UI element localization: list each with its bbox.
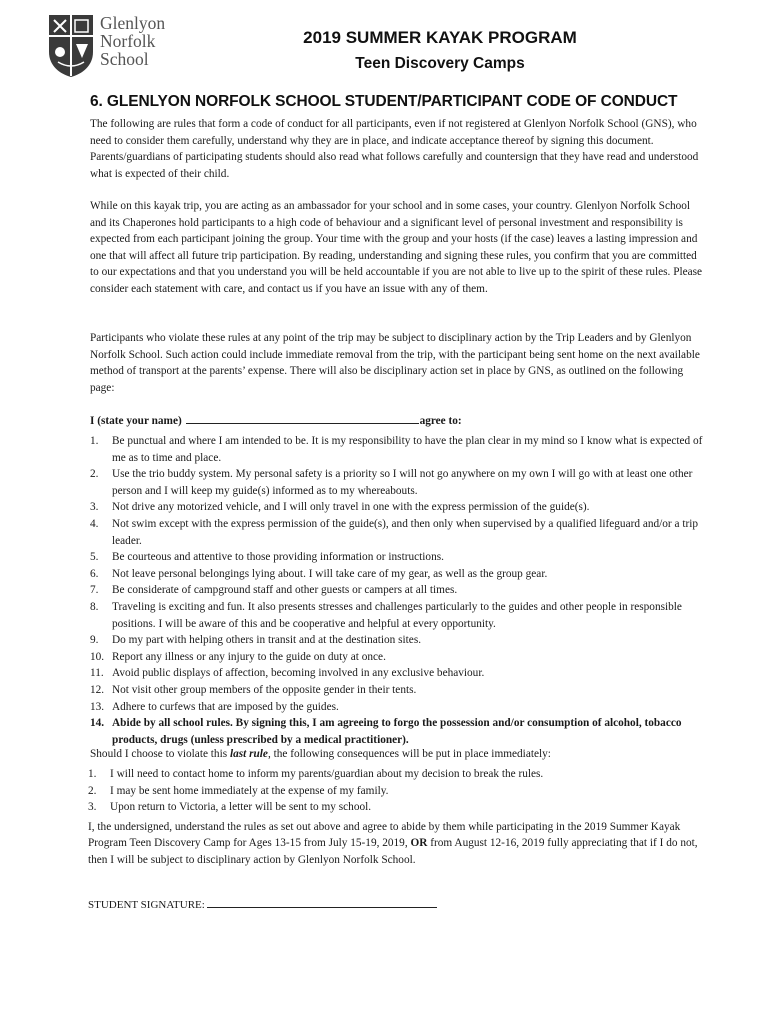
rule-number: 2.	[90, 468, 99, 481]
rule-item	[90, 549, 708, 566]
section-heading: 6. GLENLYON NORFOLK SCHOOL STUDENT/PARTICIPANT CODE OF CONDUCT	[90, 93, 678, 110]
signature-line[interactable]	[207, 897, 437, 908]
rule-text: Not swim except with the express permission of the guide(s), and then only when supervised by a qualified lifeguard and/or a trip leader.	[112, 517, 699, 547]
agreement-part-2: from August 12-16, 2019 fully appreciating that if I do not, then I will be subject to disciplinary action by Glenlyon Norfolk School.	[88, 837, 698, 866]
rule-number: 4.	[90, 517, 99, 530]
violation-after: , the following consequences will be put in place immediately:	[267, 748, 551, 760]
rule-number: 5.	[90, 551, 99, 564]
rule-item	[90, 516, 708, 549]
consequence-item	[88, 799, 706, 816]
ambassador-paragraph: While on this kayak trip, you are acting as an ambassador for your school and in some cases, your country. Glenlyon Norfolk School and its Chaperones hold participants to a high code of behaviour and a significant level of personal investment and responsibility is expected from each participant joining the group. Your time with the group and your hosts (if the case) leaves a lasting impression and one that will affect all future trip participation. By reading, understanding and signing these rules, you confirm that you are committed to our expectations and that you understand you will be held accountable if you are not able to live up to the spirit of these rules. Please consider each statement with care, and contact us if you have an issue with any of them.	[90, 200, 703, 295]
consequence-number: 2.	[88, 784, 97, 797]
rule-number: 12.	[90, 683, 105, 696]
page-subtitle: Teen Discovery Camps	[355, 55, 525, 72]
rule-item	[90, 632, 708, 649]
rule-text: Adhere to curfews that are imposed by the guides.	[112, 700, 339, 713]
rule-number: 9.	[90, 634, 99, 647]
rule-text: Be considerate of campground staff and other guests or campers at all times.	[112, 584, 458, 597]
rule-text: Not visit other group members of the opposite gender in their tents.	[112, 683, 417, 696]
rule-number: 3.	[90, 501, 99, 514]
consequence-item	[88, 766, 706, 783]
logo-line-3: School	[100, 49, 149, 69]
rule-text: Report any illness or any injury to the guide on duty at once.	[112, 650, 386, 663]
name-statement	[90, 413, 462, 427]
rule-text: Be punctual and where I am intended to be. It is my responsibility to have the plan clear in my mind so I know what is expected of me as to time and place.	[112, 435, 703, 464]
rule-number: 14.	[90, 717, 105, 730]
rule-number: 6.	[90, 567, 99, 580]
rule-item	[90, 599, 708, 632]
logo-line-1: Glenlyon	[100, 13, 166, 33]
rule-number: 11.	[90, 667, 104, 680]
rule-text: Not leave personal belongings lying about. I will take care of my gear, as well as the group gear.	[112, 567, 548, 580]
signature-label: STUDENT SIGNATURE:	[88, 899, 205, 911]
rule-number: 1.	[90, 435, 99, 447]
consequence-text: I will need to contact home to inform my parents/guardian about my decision to break the rules.	[110, 768, 544, 780]
name-suffix: agree to:	[419, 415, 462, 427]
violation-statement	[90, 748, 551, 760]
rule-number: 13.	[90, 700, 105, 713]
agreement-statement	[88, 819, 708, 868]
agreement-part-1: I, the undersigned, understand the rules as set out above and agree to abide by them while participating in the 2019 Summer Kayak Program Teen Discovery Camp for Ages 13-15 from July 15-19, 2019,	[88, 821, 681, 850]
consequences-list	[88, 766, 706, 816]
page-title: 2019 SUMMER KAYAK PROGRAM	[303, 28, 577, 47]
rule-item	[90, 433, 708, 466]
violation-emphasis: last rule	[229, 748, 268, 760]
rule-text: Traveling is exciting and fun. It also presents stresses and challenges particularly to the guides and other people in responsible positions. I will be aware of this and be cooperative and helpful at every opportunity.	[112, 600, 682, 630]
intro-paragraph: The following are rules that form a code of conduct for all participants, even if not registered at Glenlyon Norfolk School (GNS), who need to consider them carefully, understand why they are in place, and indicate acceptance thereof by signing this document. Parents/guardians of participating students should also read what follows carefully and countersign that they have read and understood what is expected of their child.	[90, 118, 699, 180]
disciplinary-paragraph: Participants who violate these rules at any point of the trip may be subject to disciplinary action by the Trip Leaders and by Glenlyon Norfolk School. Such action could include immediate removal from the trip, with the participant being sent home on the next available method of transport at the parents’ expense. There will also be disciplinary action set in place by GNS, as outlined on the following page:	[90, 332, 700, 394]
rule-item	[90, 649, 708, 666]
student-signature	[88, 897, 437, 911]
rule-number: 10.	[90, 650, 105, 663]
name-input-line[interactable]	[186, 413, 419, 424]
rule-number: 8.	[90, 600, 99, 613]
agreement-or: OR	[410, 837, 428, 850]
consequence-text: Upon return to Victoria, a letter will be sent to my school.	[110, 801, 372, 814]
rule-item	[90, 566, 708, 583]
consequence-item	[88, 783, 706, 800]
rule-item	[90, 499, 708, 516]
rule-text: Avoid public displays of affection, becoming involved in any exclusive behaviour.	[112, 667, 485, 680]
rules-list	[90, 433, 708, 748]
rule-text: Not drive any motorized vehicle, and I will only travel in one with the express permission of the guide(s).	[112, 501, 590, 514]
rule-item-last	[90, 715, 708, 748]
rule-item	[90, 699, 708, 716]
rule-text: Abide by all school rules. By signing this, I am agreeing to forgo the possession and/or consumption of alcohol, tobacco products, drugs (unless prescribed by a medical practitioner).	[112, 717, 682, 746]
rule-item	[90, 466, 708, 499]
violation-before: Should I choose to violate this	[90, 748, 230, 760]
rule-text: Use the trio buddy system. My personal safety is a priority so I will not go anywhere on my own I will go with at least one other person and I will keep my guide(s) informed as to my whereabouts.	[112, 468, 693, 497]
logo-line-2: Norfolk	[100, 31, 156, 51]
consequence-number: 3.	[88, 801, 97, 814]
rule-item	[90, 682, 708, 699]
consequence-number: 1.	[88, 768, 97, 780]
consequence-text: I may be sent home immediately at the expense of my family.	[110, 784, 389, 797]
rule-text: Be courteous and attentive to those providing information or instructions.	[112, 551, 444, 564]
rule-item	[90, 665, 708, 682]
name-prefix: I (state your name)	[90, 415, 182, 427]
rule-number: 7.	[90, 584, 99, 597]
rule-item	[90, 582, 708, 599]
rule-text: Do my part with helping others in transit and at the destination sites.	[112, 634, 422, 647]
